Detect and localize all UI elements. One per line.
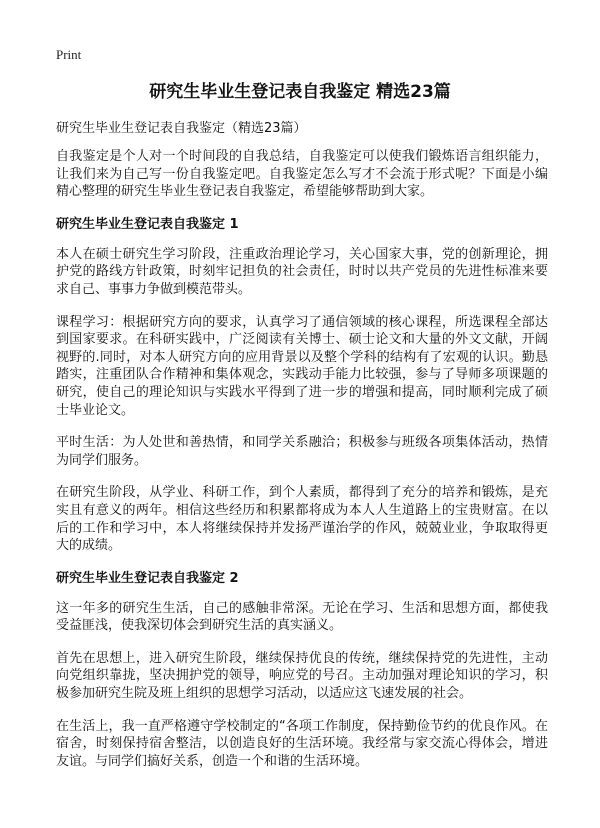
section-paragraph: 这一年多的研究生生活，自己的感触非常深。无论在学习、生活和思想方面，都使我受益匪浅，使我深切体会到研究生活的真实涵义。: [56, 600, 548, 634]
page-subtitle: 研究生毕业生登记表自我鉴定（精选23篇）: [56, 121, 307, 136]
section-paragraph: 在生活上，我一直严格遵守学校制定的“各项工作制度，保持勤俭节约的优良作风。在宿舍，时刻保持宿舍整洁，以创造良好的生活环境。我经常与家交流心得体会，增进友谊。与同学们搞好关系，创造一个和谐的生活环境。: [56, 718, 548, 769]
section-paragraph: 平时生活：为人处世和善热情，和同学关系融洽；积极参与班级各项集体活动，热情为同学们服务。: [56, 435, 548, 468]
section-paragraph: 本人在硕士研究生学习阶段，注重政治理论学习，关心国家大事，党的创新理论，拥护党的路线方针政策，时刻牢记担负的社会责任，时时以共产党员的先进性标准来要求自己、事事力争做到模范带头。: [56, 246, 548, 297]
article-body: [56, 148, 548, 785]
print-link[interactable]: Print: [56, 47, 82, 62]
page-title: 研究生毕业生登记表自我鉴定 精选23篇: [149, 82, 451, 102]
intro-paragraph: 自我鉴定是个人对一个时间段的自我总结，自我鉴定可以使我们锻炼语言组织能力，让我们来为自己写一份自我鉴定吧。自我鉴定怎么写才不会流于形式呢？下面是小编精心整理的研究生毕业生登记表自我鉴定，希望能够帮助到大家。: [56, 149, 548, 200]
section-paragraph: 课程学习：根据研究方向的要求，认真学习了通信领域的核心课程，所选课程全部达到国家要求。在科研实践中，广泛阅读有关博士、硕士论文和大量的外文文献，开阔视野的.同时，对本人研究方向的应用背景以及整个学科的结构有了宏观的认识。勤恳踏实，注重团队合作精神和集体观念，实践动手能力比较强，参与了导师多项课题的研究，使自己的理论知识与实践水平得到了进一步的增强和提高，同时顺利完成了硕士毕业论文。: [56, 314, 548, 418]
section-paragraph: 在研究生阶段，从学业、科研工作，到个人素质，都得到了充分的培养和锻炼，是充实且有意义的两年。相信这些经历和积累都将成为本人人生道路上的宝贵财富。在以后的工作和学习中，本人将继续保持并发扬严谨治学的作风，兢兢业业，争取取得更大的成绩。: [56, 485, 548, 554]
section-heading: 研究生毕业生登记表自我鉴定 2: [56, 570, 239, 586]
section-paragraph: 首先在思想上，进入研究生阶段，继续保持优良的传统，继续保持党的先进性，主动向党组织靠拢，坚决拥护党的领导，响应党的号召。主动加强对理论知识的学习，积极参加研究生院及班上组织的思想学习活动，以适应这飞速发展的社会。: [56, 650, 548, 702]
section-heading: 研究生毕业生登记表自我鉴定 1: [56, 216, 239, 232]
